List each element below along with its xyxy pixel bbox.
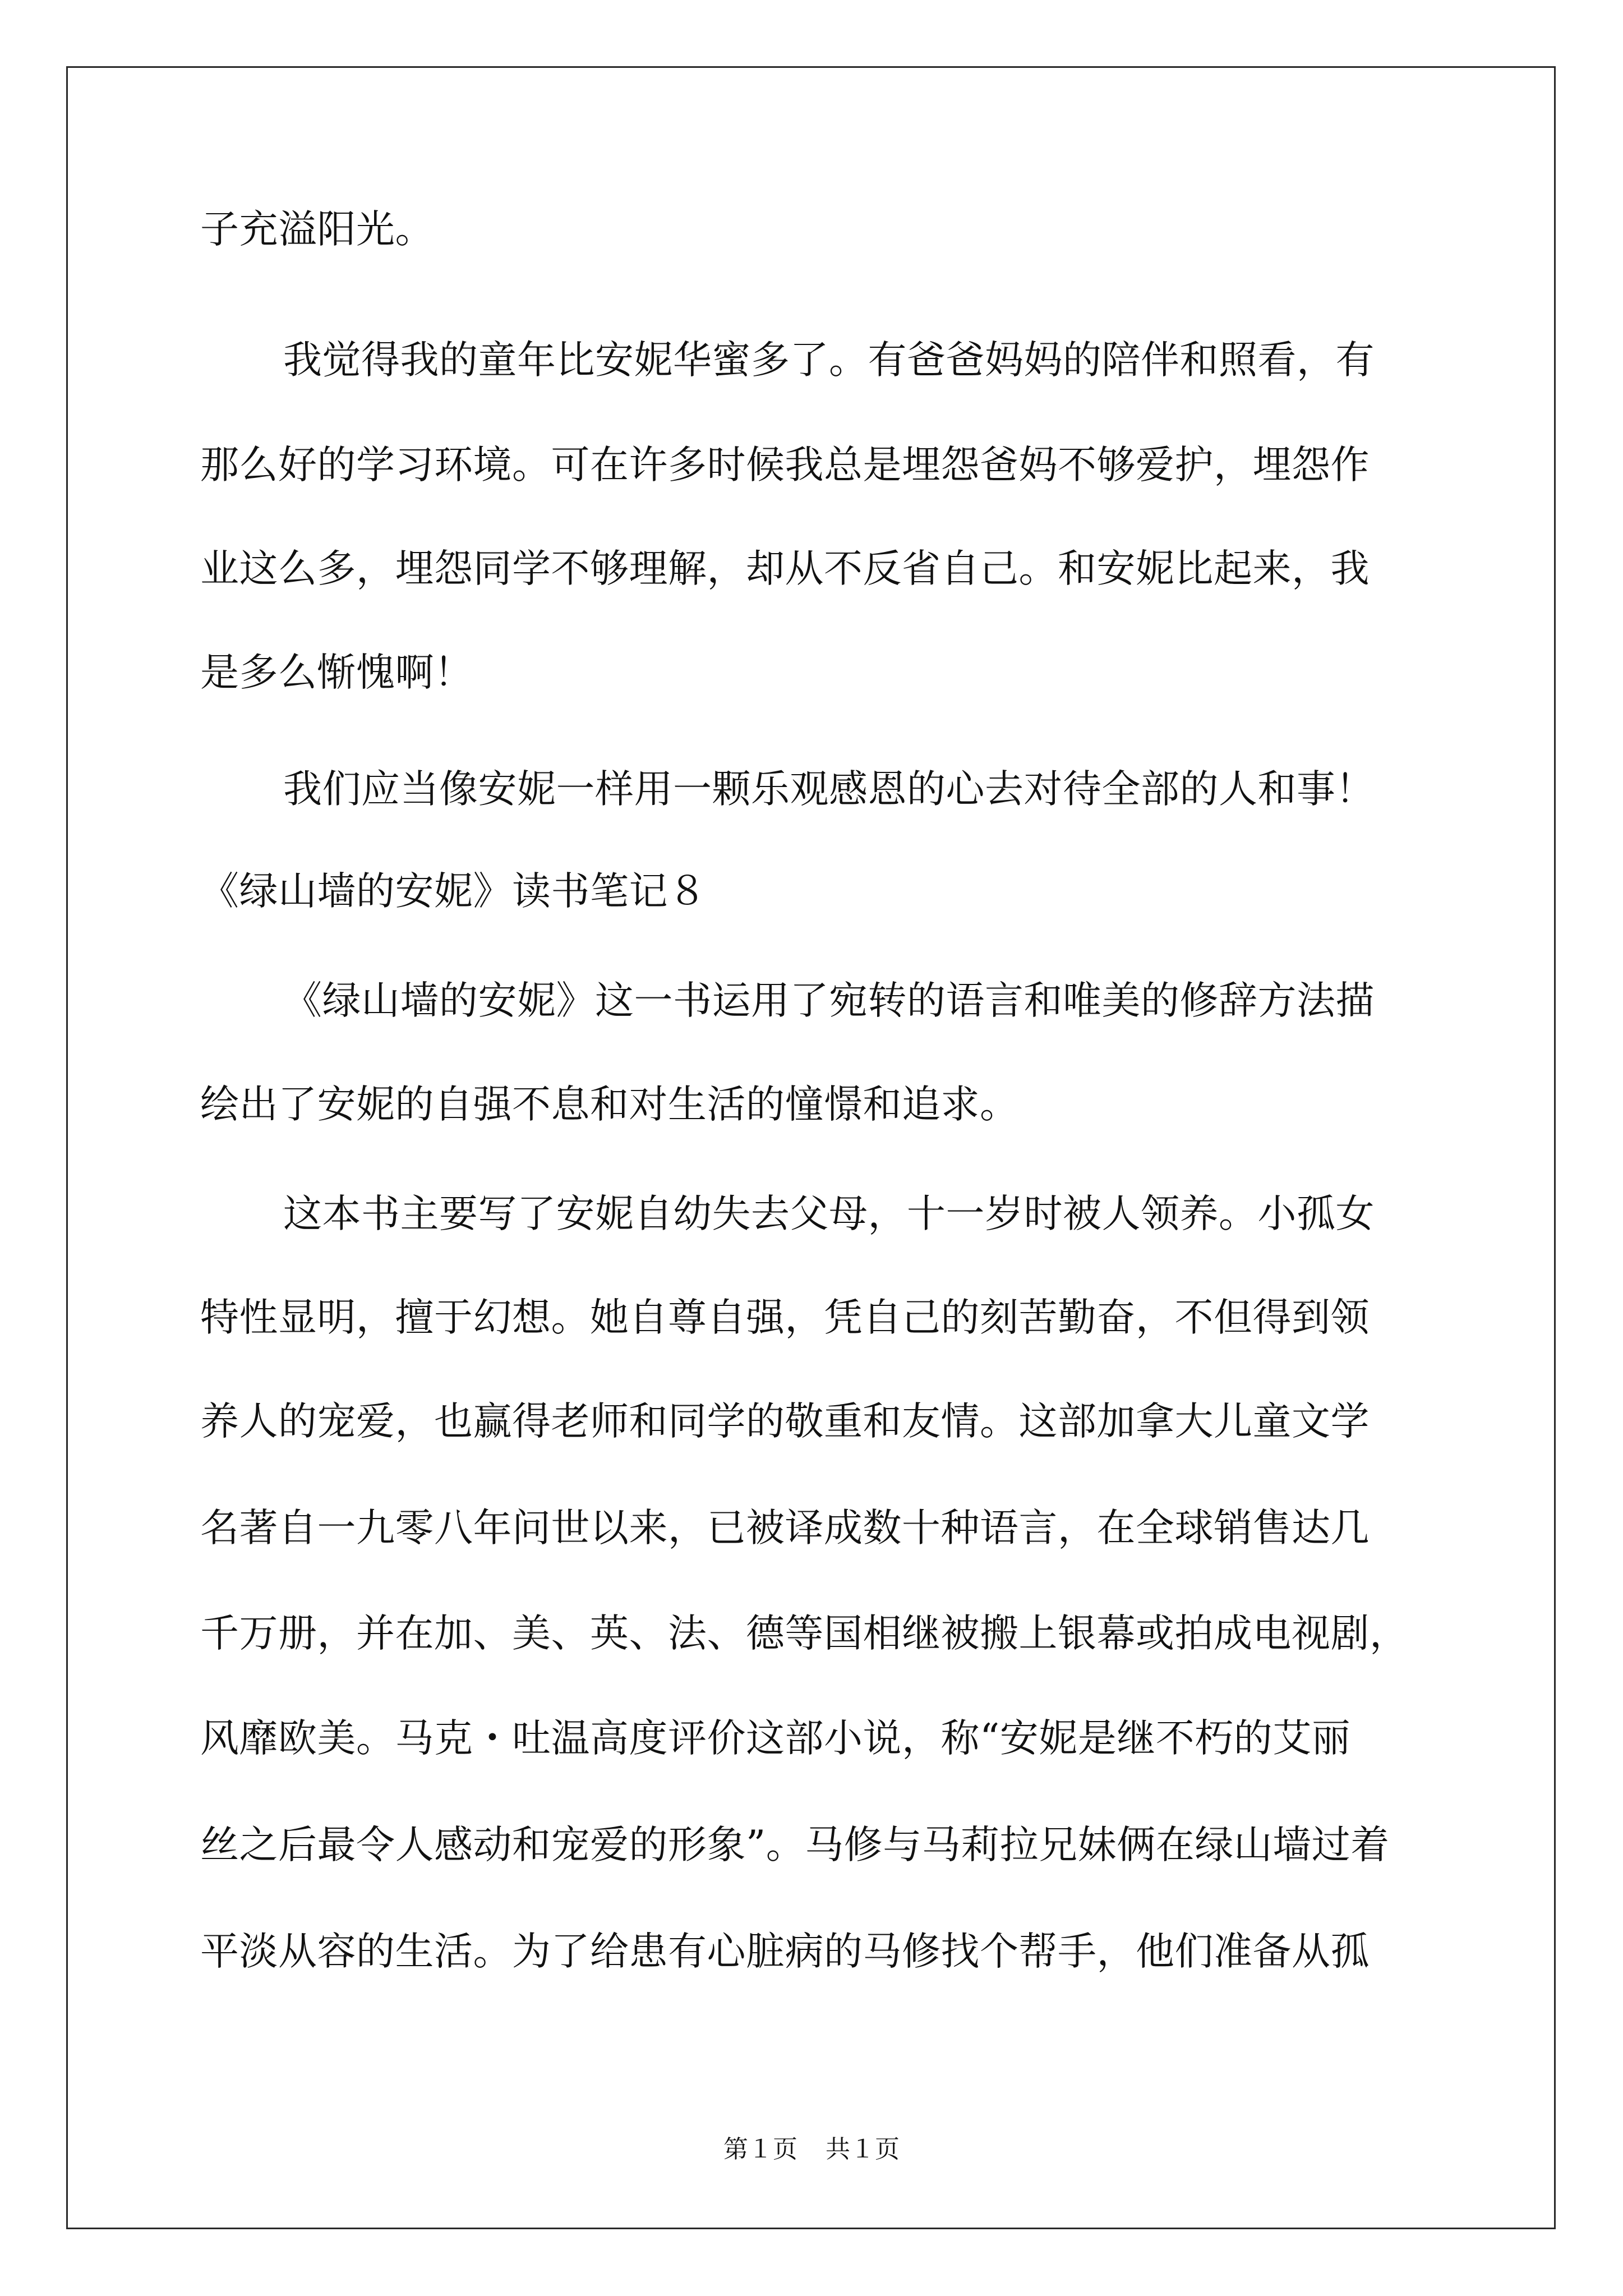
text-line: 名著自一九零八年问世以来，已被译成数十种语言，在全球销售达几 [200, 1506, 1370, 1550]
text-line: 平淡从容的生活。为了给患有心脏病的马修找个帮手，他们准备从孤 [200, 1929, 1370, 1974]
page-total: 共１页 [826, 2135, 900, 2164]
text-line: 绘出了安妮的自强不息和对生活的憧憬和追求。 [200, 1082, 1019, 1127]
text-line: 千万册，并在加、美、英、法、德等国相继被搬上银幕或拍成电视剧， [200, 1611, 1409, 1656]
text-line: 是多么惭愧啊！ [200, 650, 473, 695]
page-footer [0, 2129, 1623, 2165]
paragraph-start: 这本书主要写了安妮自幼失去父母，十一岁时被人领养。小孤女 [283, 1191, 1375, 1236]
paragraph-start: 我觉得我的童年比安妮华蜜多了。有爸爸妈妈的陪伴和照看，有 [283, 338, 1375, 383]
text-line: 风靡欧美。马克・吐温高度评价这部小说，称“安妮是继不朽的艾丽 [200, 1716, 1351, 1761]
paragraph-start: 我们应当像安妮一样用一颗乐观感恩的心去对待全部的人和事！ [283, 767, 1375, 812]
text-line: 业这么多，埋怨同学不够理解，却从不反省自己。和安妮比起来，我 [200, 546, 1370, 591]
text-line: 特性显明，擅于幻想。她自尊自强，凭自己的刻苦勤奋，不但得到领 [200, 1295, 1370, 1340]
paragraph-start: 《绿山墙的安妮》这一书运用了宛转的语言和唯美的修辞方法描 [283, 978, 1375, 1023]
page-border [66, 66, 1556, 2229]
section-heading: 《绿山墙的安妮》读书笔记８ [200, 869, 707, 914]
text-line: 子充溢阳光。 [200, 207, 434, 252]
page-number: 第１页 [723, 2135, 797, 2164]
text-line: 养人的宠爱，也赢得老师和同学的敬重和友情。这部加拿大儿童文学 [200, 1399, 1370, 1444]
text-line: 那么好的学习环境。可在许多时候我总是埋怨爸妈不够爱护，埋怨作 [200, 443, 1370, 487]
text-line: 丝之后最令人感动和宠爱的形象”。马修与马莉拉兄妹俩在绿山墙过着 [200, 1823, 1390, 1867]
